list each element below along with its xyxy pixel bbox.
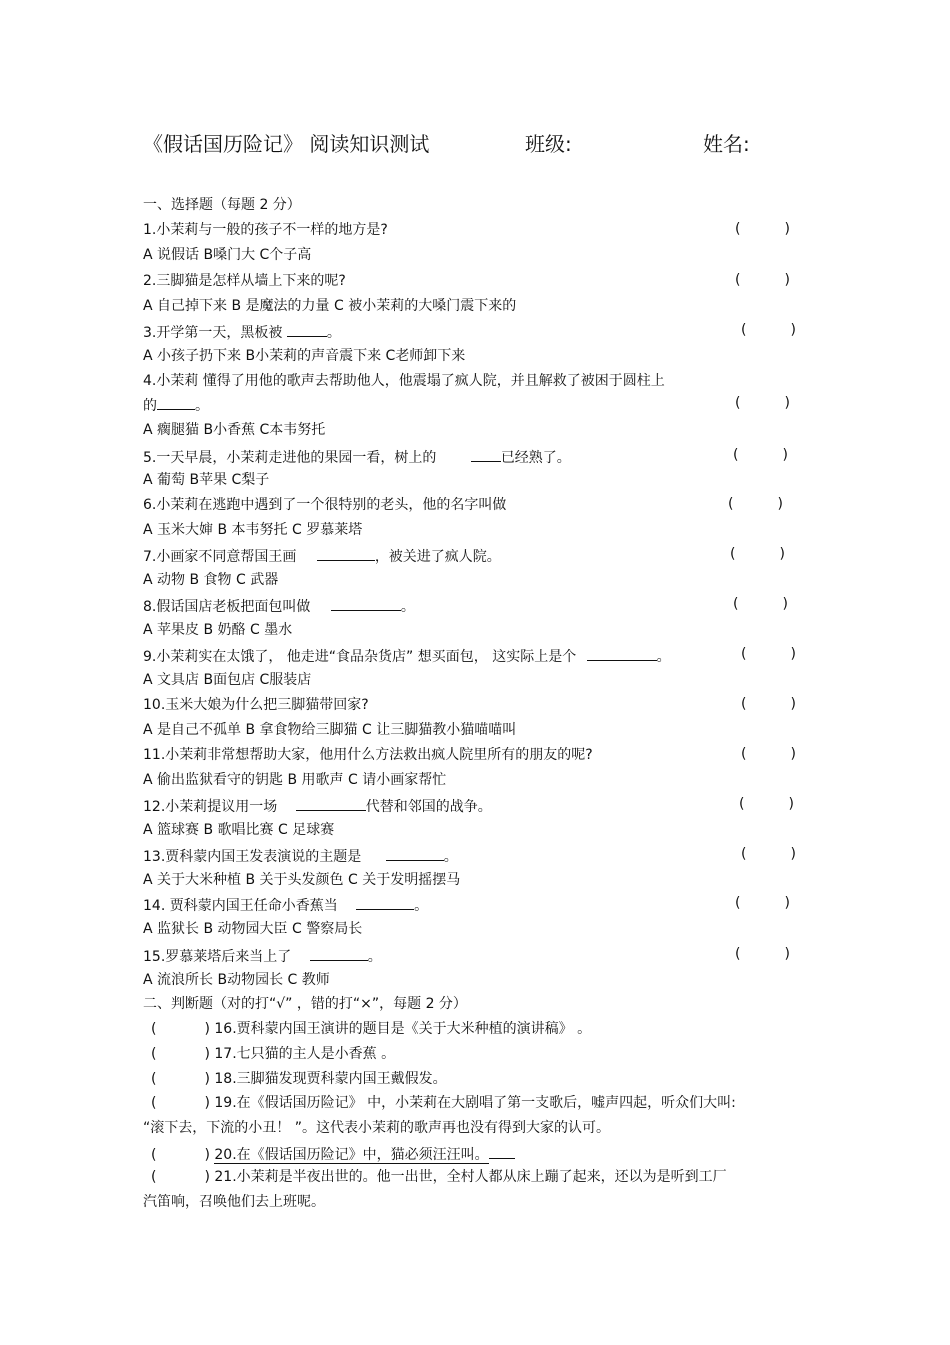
options-13: A 关于大米种植 B 关于头发颜色 C 关于发明摇摆马: [143, 872, 461, 888]
fill-blank[interactable]: [386, 846, 444, 861]
options-11: A 偷出监狱看守的钥匙 B 用歌声 C 请小画家帮忙: [143, 772, 447, 788]
options-8: A 苹果皮 B 奶酪 C 墨水: [143, 622, 293, 638]
judge-paren[interactable]: ( ): [151, 1147, 210, 1163]
judge-paren[interactable]: ( ): [151, 1046, 210, 1062]
answer-paren-10[interactable]: ( ): [741, 696, 796, 712]
question-1: 1.小茉莉与一般的孩子不一样的地方是?: [143, 222, 388, 238]
name-label: 姓名:: [703, 132, 750, 156]
answer-paren-9[interactable]: ( ): [741, 646, 796, 662]
question-12: 12.小茉莉提议用一场 代替和邻国的战争。: [143, 796, 492, 816]
question-5: 5.一天早晨，小茉莉走进他的果园一看，树上的 已经熟了。: [143, 447, 571, 467]
answer-paren-6[interactable]: ( ): [728, 496, 783, 512]
options-6: A 玉米大婶 B 本韦努托 C 罗慕莱塔: [143, 522, 363, 538]
answer-paren-11[interactable]: ( ): [741, 746, 796, 762]
judge-item-21: ( ) 21.小茉莉是半夜出世的。他一出世，全村人都从床上蹦了起来，还以为是听到工厂: [151, 1169, 727, 1185]
judge-paren[interactable]: ( ): [151, 1169, 210, 1185]
question-15: 15.罗慕莱塔后来当上了 。: [143, 946, 382, 966]
fill-blank[interactable]: [331, 596, 401, 611]
fill-blank[interactable]: [157, 395, 195, 410]
question-2: 2.三脚猫是怎样从墙上下来的呢?: [143, 273, 346, 289]
answer-paren-13[interactable]: ( ): [741, 846, 796, 862]
options-4: A 瘸腿猫 B小香蕉 C本韦努托: [143, 422, 326, 438]
options-14: A 监狱长 B 动物园大臣 C 警察局长: [143, 921, 363, 937]
answer-paren-7[interactable]: ( ): [730, 546, 785, 562]
judge-paren[interactable]: ( ): [151, 1095, 210, 1111]
class-label: 班级:: [525, 132, 572, 156]
options-9: A 文具店 B面包店 C服装店: [143, 672, 312, 688]
answer-paren-4[interactable]: ( ): [735, 395, 790, 411]
page-title: 《假话国历险记》 阅读知识测试: [143, 132, 430, 156]
options-3: A 小孩子扔下来 B小茉莉的声音震下来 C老师卸下来: [143, 348, 466, 364]
fill-blank[interactable]: [587, 646, 657, 661]
answer-paren-15[interactable]: ( ): [735, 946, 790, 962]
question-7: 7.小画家不同意帮国王画 ，被关进了疯人院。: [143, 546, 501, 566]
answer-paren-14[interactable]: ( ): [735, 895, 790, 911]
question-14: 14. 贾科蒙内国王任命小香蕉当 。: [143, 895, 428, 915]
options-5: A 葡萄 B苹果 C梨子: [143, 472, 270, 488]
answer-paren-8[interactable]: ( ): [733, 596, 788, 612]
question-4-line2: 的 。: [143, 395, 209, 415]
question-10: 10.玉米大娘为什么把三脚猫带回家?: [143, 697, 369, 713]
question-13: 13.贾科蒙内国王发表演说的主题是 。: [143, 846, 458, 866]
question-6: 6.小茉莉在逃跑中遇到了一个很特别的老头，他的名字叫做: [143, 497, 507, 513]
judge-item-19: ( ) 19.在《假话国历险记》 中，小茉莉在大剧唱了第一支歌后，嘘声四起，听众们大叫:: [151, 1095, 736, 1111]
answer-paren-5[interactable]: ( ): [733, 447, 788, 463]
answer-paren-2[interactable]: ( ): [735, 272, 790, 288]
options-15: A 流浪所长 B动物园长 C 教师: [143, 972, 330, 988]
fill-blank[interactable]: [356, 895, 414, 910]
answer-paren-3[interactable]: ( ): [741, 322, 796, 338]
question-4: 4.小茉莉 懂得了用他的歌声去帮助他人，他震塌了疯人院，并且解救了被困于圆柱上: [143, 373, 665, 389]
judge-item-16: ( ) 16.贾科蒙内国王演讲的题目是《关于大米种植的演讲稿》 。: [151, 1021, 592, 1037]
question-3: 3.开学第一天，黑板被 。: [143, 322, 341, 342]
question-11: 11.小茉莉非常想帮助大家，他用什么方法救出疯人院里所有的朋友的呢?: [143, 747, 593, 763]
fill-blank[interactable]: [317, 546, 375, 561]
judge-paren[interactable]: ( ): [151, 1021, 210, 1037]
question-9: 9.小茉莉实在太饿了， 他走进“食品杂货店” 想买面包， 这实际上是个 。: [143, 646, 671, 666]
options-2: A 自己掉下来 B 是魔法的力量 C 被小茉莉的大嗓门震下来的: [143, 298, 517, 314]
section1-title: 一、选择题（每题 2 分）: [143, 197, 301, 213]
fill-blank[interactable]: [310, 946, 368, 961]
judge-item-18: ( ) 18.三脚猫发现贾科蒙内国王戴假发。: [151, 1071, 447, 1087]
question-8: 8.假话国店老板把面包叫做 。: [143, 596, 415, 616]
fill-blank[interactable]: [296, 796, 366, 811]
options-12: A 篮球赛 B 歌唱比赛 C 足球赛: [143, 822, 335, 838]
header: [0, 128, 950, 158]
judge-item-17: ( ) 17.七只猫的主人是小香蕉 。: [151, 1046, 396, 1062]
fill-blank[interactable]: [287, 322, 327, 337]
options-7: A 动物 B 食物 C 武器: [143, 572, 279, 588]
judge-item-19-line2: “滚下去，下流的小丑！ ”。这代表小茉莉的歌声再也没有得到大家的认可。: [143, 1120, 610, 1136]
options-1: A 说假话 B嗓门大 C个子高: [143, 247, 312, 263]
options-10: A 是自己不孤单 B 拿食物给三脚猫 C 让三脚猫教小猫喵喵叫: [143, 722, 517, 738]
judge-item-21-line2: 汽笛响，召唤他们去上班呢。: [143, 1194, 325, 1210]
section2-title: 二、判断题（对的打“√” ，错的打“×”，每题 2 分）: [143, 996, 467, 1012]
judge-paren[interactable]: ( ): [151, 1071, 210, 1087]
judge-item-20: ( ) 20.在《假话国历险记》中，猫必须汪汪叫。: [151, 1144, 515, 1164]
answer-paren-12[interactable]: ( ): [739, 796, 794, 812]
fill-blank[interactable]: [489, 1144, 515, 1159]
fill-blank[interactable]: [471, 447, 501, 462]
answer-paren-1[interactable]: ( ): [735, 221, 790, 237]
